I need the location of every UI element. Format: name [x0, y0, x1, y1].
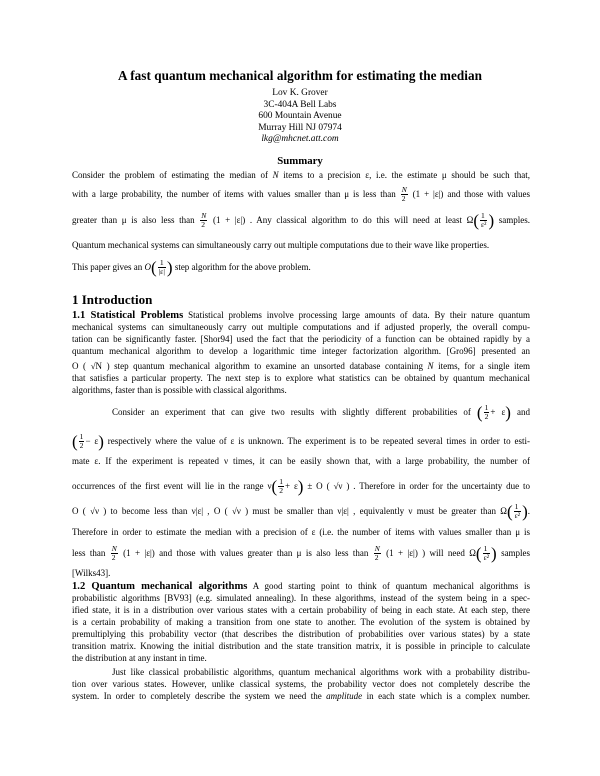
paragraph-line: that satisfies a particular property. The next step is to explore what statistics can be obtained by quantum mechanical — [72, 373, 530, 383]
paragraph-line: tation can be significantly faster. [Shor94] used the fact that the periodicity of a function can be obtained rapidly by a — [72, 334, 530, 344]
author-block — [0, 88, 600, 146]
summary-heading: Summary — [277, 155, 323, 167]
author-city: Murray Hill NJ 07974 — [258, 122, 342, 133]
author-street: 600 Mountain Avenue — [258, 111, 342, 122]
paper-title: A fast quantum mechanical algorithm for estimating the median — [118, 68, 482, 83]
paragraph-line: mate ε. If the experiment is repeated ν times, it can be easily shown that, with a large probability, the number of — [72, 456, 530, 466]
summary-line: This paper gives an O( $\frac{1}{|\varepsilon|}$ ) step algorithm for the above problem. — [72, 257, 311, 277]
paragraph-line: algorithms, faster than is possible with classical algorithms. — [72, 385, 287, 395]
paragraph-line: ified state, it is in a distribution over various states with a certain probability of being in each state. At each step, there — [72, 605, 530, 615]
paragraph-line: ( $\frac{1}{2}$ − ε) respectively where the value of ε is unknown. The experiment is to be repeated several times in order to esti- — [72, 431, 531, 451]
summary-line: Quantum mechanical systems can simultaneously carry out multiple computations due to their wave like properties. — [72, 240, 490, 250]
summary-line: greater than μ is also less than $\frac{N}{2}$ (1 + |ε|) . Any classical algorithm to do this will need at least Ω( $\frac{1}{\text{ε²}}$ ) samples. — [72, 210, 531, 230]
paragraph-line: transition matrix. Knowing the initial distribution and the state transition matrix, it is possible in principle to calculate — [72, 641, 530, 651]
paragraph-line: Therefore in order to estimate the median with a precision of ε (i.e. the number of items with values smaller than μ is — [72, 527, 530, 537]
paragraph-line: O ( √N ) step quantum mechanical algorithm to examine an unsorted database containing N items, for a single item — [72, 361, 531, 371]
paragraph-line: occurrences of the first event will lie in the range ν( $\frac{1}{2}$ + ε) ± O ( √ν ) . Therefore in order for the uncertainty due to — [72, 476, 531, 496]
paragraph-line: system. In order to completely describe the system we need the amplitude in each state which is a complex number. — [72, 691, 530, 701]
paragraph-line: the distribution at any instant in time. — [72, 653, 207, 663]
paragraph-line: less than $\frac{N}{2}$ (1 + |ε|) and those with values greater than μ is also less than $\frac{N}{2}$ (1 + |ε|) ) will need Ω( $\frac{1}{\text{ε²}}$ ) samples — [72, 543, 531, 563]
paragraph-line: premultiplying this probability vector (that describes the distribution of probabilities over various states) by a state — [72, 629, 530, 639]
paragraph-line: quantum mechanical algorithm to develop a logarithmic time integer factorization algorithm. [Gro96] presented an — [72, 346, 530, 356]
paragraph-line: tion over various states. However, unlike classical systems, the probability vector does not completely describe the — [72, 679, 530, 689]
subsection-heading: 1.2 Quantum mechanical algorithms — [72, 581, 248, 592]
paragraph-line: probabilistic algorithms [BV93] (e.g. simulated annealing). In these algorithms, instead of the system being in a spec- — [72, 593, 530, 603]
author-name: Lov K. Grover — [272, 88, 328, 98]
paragraph-line: is a certain probability of making a transition from one state to another. The evolution of the system is obtained by — [72, 617, 530, 627]
paragraph-line: mechanical systems can simultaneously carry out multiple computations and if adjusted properly, the overall compu- — [72, 322, 530, 332]
author-email: lkg@mhcnet.att.com — [261, 134, 339, 145]
summary-line: with a large probability, the number of items with values smaller than μ is less than $\frac{N}{2}$ (1 + |ε|) and those with values — [72, 185, 531, 204]
paragraph-line: Consider an experiment that can give two results with slightly different probabilities of ( $\frac{1}{2}$ + ε) and — [112, 402, 531, 422]
subsection-heading: 1.1 Statistical Problems — [72, 310, 184, 321]
paragraph-line: 1.1 Statistical Problems Statistical problems involve processing large amounts of data. By their nature quantum — [72, 310, 530, 321]
paragraph-line: Just like classical probabilistic algorithms, quantum mechanical algorithms work with a probability distribu- — [112, 667, 530, 677]
author-office: 3C-404A Bell Labs — [263, 99, 337, 110]
paragraph-line: O ( √ν ) to become less than ν|ε| , O ( √ν ) must be smaller than ν|ε| , equivalently ν must be greater than Ω( $\frac{1}{\text{ε²}}$ ). — [72, 501, 530, 521]
section-heading-introduction: 1 Introduction — [72, 292, 153, 307]
summary-line: Consider the problem of estimating the median of N items to a precision ε, i.e. the estimate μ should be such that, — [72, 170, 530, 180]
paragraph-line: 1.2 Quantum mechanical algorithms A good starting point to think of quantum mechanical algorithms is — [72, 581, 531, 592]
paragraph-line: [Wilks43]. — [72, 568, 111, 578]
